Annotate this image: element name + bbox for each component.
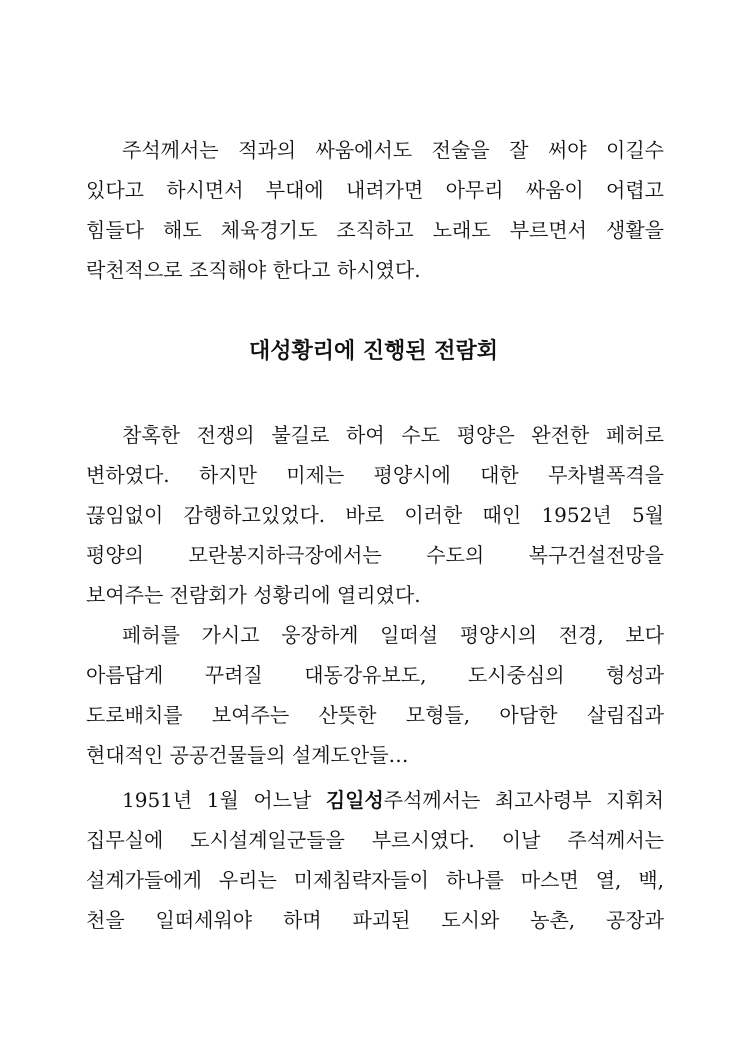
paragraph-line: 락천적으로 조직해야 한다고 하시였다. [86,258,421,282]
paragraph-line: 있다고 하시면서 부대에 내려가면 아무리 싸움이 어렵고 [86,178,664,202]
paragraph-line: 끊임없이 감행하고있었다. 바로 이러한 때인 1952년 5월 [86,503,664,527]
paragraph-line: 변하였다. 하지만 미제는 평양시에 대한 무차별폭격을 [86,463,664,487]
paragraph-line: 도로배치를 보여주는 산뜻한 모형들, 아담한 살림집과 [86,703,664,727]
paragraph-line: 평양의 모란봉지하극장에서는 수도의 복구건설전망을 [86,543,664,567]
paragraph-line: 주석께서는 적과의 싸움에서도 전술을 잘 써야 이길수 [122,138,664,162]
paragraph-line: 힘들다 해도 체육경기도 조직하고 노래도 부르면서 생활을 [86,218,664,242]
paragraph-line: 집무실에 도시설계일군들을 부르시였다. 이날 주석께서는 [86,828,664,852]
paragraph-line [122,787,664,813]
paragraph-line: 아름답게 꾸려질 대동강유보도, 도시중심의 형성과 [86,663,664,687]
paragraph-line: 페허를 가시고 웅장하게 일떠설 평양시의 전경, 보다 [122,623,664,647]
paragraph-line: 보여주는 전람회가 성황리에 열리였다. [86,583,421,607]
leader-name: 김일성 [325,788,384,812]
paragraph-line: 설계가들에게 우리는 미제침략자들이 하나를 마스면 열, 백, [86,868,664,892]
line-text: 주석께서는 최고사령부 지휘처 [383,788,664,812]
paragraph-line: 현대적인 공공건물들의 설계도안들… [86,743,409,767]
line-text: 1951년 1월 어느날 [122,788,326,812]
paragraph-line: 참혹한 전쟁의 불길로 하여 수도 평양은 완전한 페허로 [122,423,664,447]
section-heading: 대성황리에 진행된 전람회 [248,339,499,364]
paragraph-line: 천을 일떠세워야 하며 파괴된 도시와 농촌, 공장과 [86,908,664,932]
